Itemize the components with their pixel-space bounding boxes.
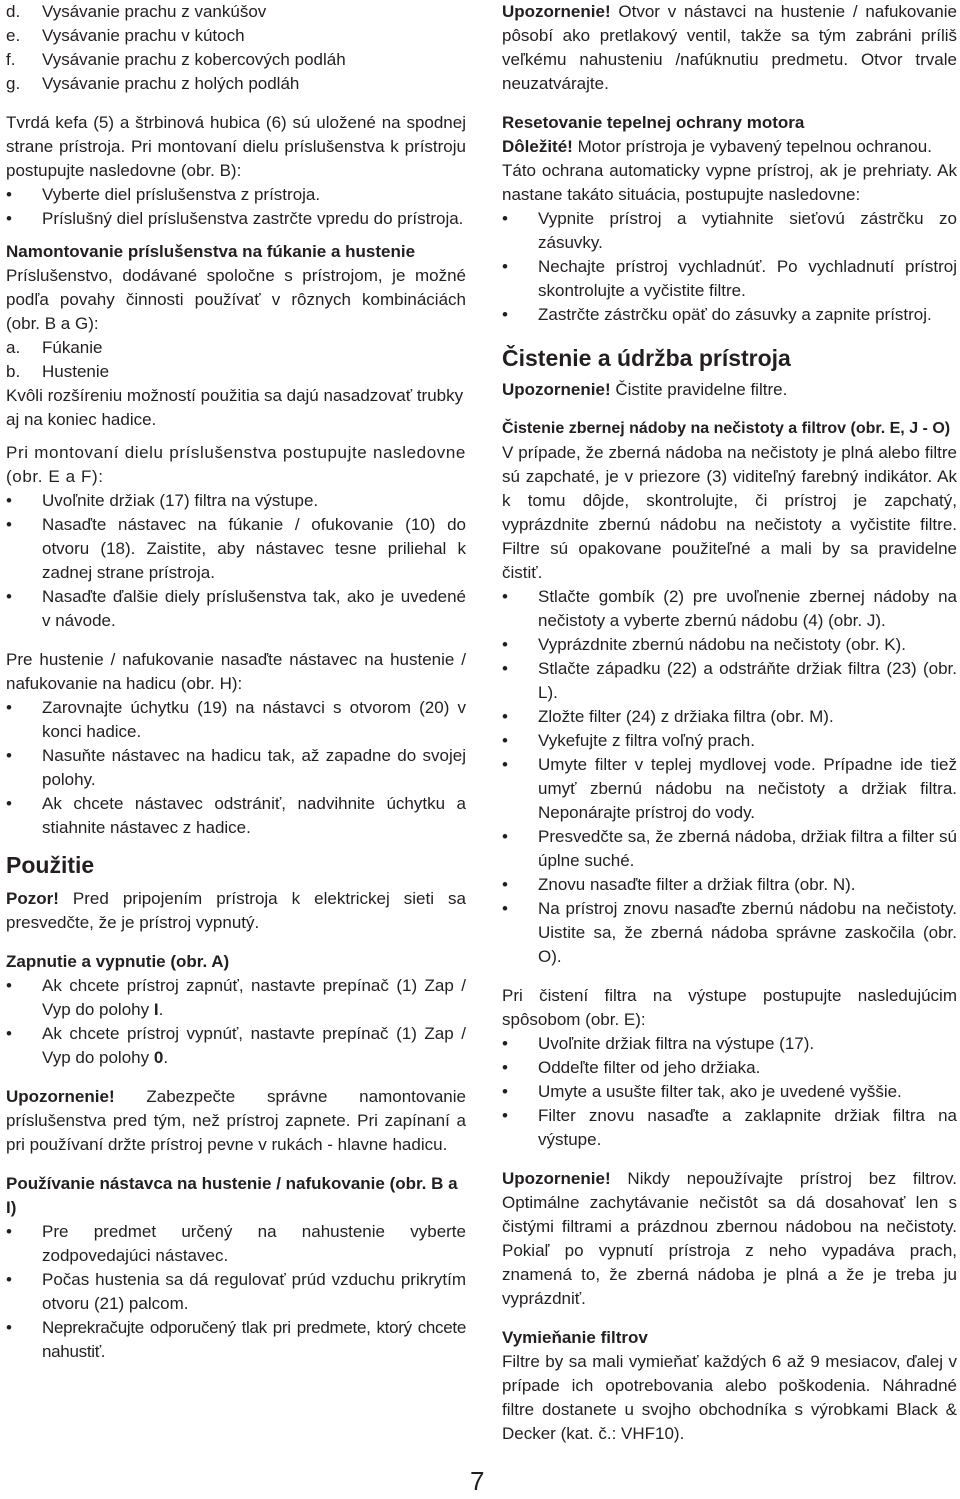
list-item: • Stlačte západku (22) a odstráňte držiak filtra (23) (obr. L).	[502, 657, 957, 705]
list-item	[6, 72, 466, 96]
caution-text: Otvor v nástavci na hustenie / nafukovanie pôsobí ako pretlakový ventil, takže sa tým zabráni príliš veľkému nahusteniu /nafúknutiu predmetu. Otvor trvale neuzatvárajte.	[502, 2, 957, 93]
list-item: • Zarovnajte úchytku (19) na nástavci s otvorom (20) v konci hadice.	[6, 696, 466, 744]
list-item: • Na prístroj znovu nasaďte zbernú nádobu na nečistoty. Uistite sa, že zberná nádoba správne zaskočila (obr. O).	[502, 897, 957, 969]
list-item: • Neprekračujte odporučený tlak pri predmete, ktorý chcete nahustiť.	[6, 1316, 466, 1364]
warning-paragraph	[6, 887, 466, 935]
list-item: • Vyprázdnite zbernú nádobu na nečistoty (obr. K).	[502, 633, 957, 657]
container-steps-list	[502, 585, 957, 969]
section-heading-cleaning: Čistenie a údržba prístroja	[502, 345, 791, 371]
list-item-label: b.	[6, 362, 21, 381]
list-item: • Príslušný diel príslušenstva zastrčte vpredu do prístroja.	[6, 207, 466, 231]
list-item-text: Vysávanie prachu v kútoch	[42, 26, 245, 45]
list-item: • Počas hustenia sa dá regulovať prúd vzduchu prikrytím otvoru (21) palcom.	[6, 1268, 466, 1316]
important-label: Dôležité!	[502, 137, 573, 156]
list-item-text: Vysávanie prachu z vankúšov	[42, 2, 267, 21]
list-item-text: Vysávanie prachu z kobercových podláh	[42, 50, 346, 69]
caution-text: Nikdy nepoužívajte prístroj bez filtrov. Optimálne zachytávanie nečistôt sa dá dosahovať len s čistými filtrami a prázdnou zbernou nádobou na nečistoty. Pokiaľ po vypnutí prístroja z neho vypadáva prach, znamená to, že zberná nádoba je plná a že je treba ju vyprázdniť.	[502, 1169, 957, 1308]
exhaust-filter-paragraph: Pri čistení filtra na výstupe postupujte nasledujúcim spôsobom (obr. E):	[502, 986, 957, 1029]
list-item-end: .	[163, 1048, 169, 1067]
switch-position: I	[153, 1000, 159, 1019]
switch-position: 0	[153, 1048, 164, 1067]
section-heading-inflator: Používanie nástavca na hustenie / nafukovanie (obr. B a I)	[6, 1174, 458, 1217]
container-paragraph: V prípade, že zberná nádoba na nečistoty je plná alebo filtre sú zapchaté, je v priezore (3) viditeľný farebný indikátor. Ak k tomu dôjde, skontrolujte, či prístroj je zapchatý, vyprázdnite zbernú nádobu na nečistoty a vyčistite filtre. Filtre sú opakovane použiteľné a mali by sa pravidelne čistiť.	[502, 443, 957, 582]
list-item: • Vykefujte z filtra voľný prach.	[502, 729, 957, 753]
list-item	[6, 360, 466, 384]
caution-label: Upozornenie!	[6, 1087, 115, 1106]
inflator-steps-list	[6, 1220, 466, 1364]
list-item-text: Ak chcete prístroj zapnúť, nastavte prepínač (1) Zap / Vyp do polohy	[42, 976, 466, 1019]
list-item-label: f.	[6, 50, 16, 69]
list-item	[6, 1022, 466, 1070]
list-item: • Presvedčte sa, že zberná nádoba, držiak filtra a filter sú úplne suché.	[502, 825, 957, 873]
list-item: • Znovu nasaďte filter a držiak filtra (obr. N).	[502, 873, 957, 897]
power-steps-list	[6, 974, 466, 1070]
filter-warning-paragraph	[502, 378, 957, 402]
important-paragraph	[502, 135, 957, 159]
mounting-steps-list	[6, 489, 466, 633]
mode-ab-list	[6, 336, 466, 384]
left-column	[6, 0, 466, 1364]
list-item	[6, 974, 466, 1022]
no-filter-warning-paragraph	[502, 1167, 957, 1311]
right-column	[502, 0, 957, 1446]
list-item-end: .	[158, 1000, 164, 1019]
list-item: • Stlačte gombík (2) pre uvoľnenie zbernej nádoby na nečistoty a vyberte zbernú nádobu (4) (obr. J).	[502, 585, 957, 633]
replacement-paragraph: Filtre by sa mali vymieňať každých 6 až 9 mesiacov, ďalej v prípade ich opotrebovania alebo poškodenia. Náhradné filtre dostanete u svojho obchodníka s výrobkami Black & Decker (kat. č.: VHF10).	[502, 1352, 957, 1443]
section-heading-usage: Použitie	[6, 852, 95, 878]
tube-extension-paragraph: Kvôli rozšíreniu možností použitia sa dajú nasadzovať trubky aj na koniec hadice.	[6, 386, 464, 429]
list-item: • Pre predmet určený na nahustenie vyberte zodpovedajúci nástavec.	[6, 1220, 466, 1268]
caution-label: Upozornenie!	[502, 1169, 611, 1188]
page-number: 7	[470, 1466, 485, 1496]
list-item: • Umyte filter v teplej mydlovej vode. Prípadne ide tiež umyť zbernú nádobu na nečistoty a držiak filtra. Neponárajte prístroj do vody.	[502, 753, 957, 825]
list-item-label: d.	[6, 2, 21, 21]
list-item: • Umyte a usušte filter tak, ako je uvedené vyššie.	[502, 1080, 957, 1104]
warning-label: Pozor!	[6, 889, 59, 908]
exhaust-filter-steps-list	[502, 1032, 957, 1152]
section-heading-thermal: Resetovanie tepelnej ochrany motora	[502, 113, 805, 132]
section-heading-replacement: Vymieňanie filtrov	[502, 1328, 648, 1347]
accessory-steps-list	[6, 183, 466, 231]
accessory-storage-paragraph: Tvrdá kefa (5) a štrbinová hubica (6) sú uložené na spodnej strane prístroja. Pri montovaní dielu príslušenstva k prístroju postupujte nasledovne (obr. B):	[6, 113, 466, 180]
overpressure-paragraph	[502, 0, 957, 96]
list-item: • Vyberte diel príslušenstva z prístroja.	[6, 183, 466, 207]
list-item-label: g.	[6, 74, 21, 93]
inflation-paragraph: Pre hustenie / nafukovanie nasaďte nástavec na hustenie / nafukovanie na hadicu (obr. H):	[6, 650, 466, 693]
list-item	[6, 336, 466, 360]
list-item: • Zastrčte zástrčku opäť do zásuvky a zapnite prístroj.	[502, 303, 957, 327]
inflation-steps-list	[6, 696, 466, 840]
caution-paragraph	[6, 1085, 466, 1157]
list-item: • Nasaďte ďalšie diely príslušenstva tak, ako je uvedené v návode.	[6, 585, 466, 633]
cleaning-modes-list	[6, 0, 466, 96]
list-item-text: Ak chcete prístroj vypnúť, nastavte prepínač (1) Zap / Vyp do polohy	[42, 1024, 466, 1067]
list-item: • Nechajte prístroj vychladnúť. Po vychladnutí prístroj skontrolujte a vyčistite filtre.	[502, 255, 957, 303]
list-item-label: a.	[6, 338, 21, 357]
list-item: • Uvoľnite držiak (17) filtra na výstupe.	[6, 489, 466, 513]
thermal-steps-list	[502, 207, 957, 327]
list-item	[6, 24, 466, 48]
list-item-text: Vysávanie prachu z holých podláh	[42, 74, 300, 93]
section-heading-blowing: Namontovanie príslušenstva na fúkanie a hustenie	[6, 242, 416, 261]
list-item	[6, 48, 466, 72]
accessory-combo-paragraph: Príslušenstvo, dodávané spoločne s prístrojom, je možné podľa povahy činnosti používať v rôznych kombináciách (obr. B a G):	[6, 266, 466, 333]
list-item: • Oddeľte filter od jeho držiaka.	[502, 1056, 957, 1080]
list-item-text: Fúkanie	[42, 338, 103, 357]
section-heading-power: Zapnutie a vypnutie (obr. A)	[6, 952, 230, 971]
caution-label: Upozornenie!	[502, 2, 611, 21]
section-heading-container: Čistenie zbernej nádoby na nečistoty a filtrov (obr. E, J - O)	[502, 420, 951, 437]
warning-text: Pred pripojením prístroja k elektrickej sieti sa presvedčte, že je prístroj vypnutý.	[6, 889, 466, 932]
list-item: • Ak chcete nástavec odstrániť, nadvihnite úchytku a stiahnite nástavec z hadice.	[6, 792, 466, 840]
list-item-label: e.	[6, 26, 21, 45]
list-item: • Nasaďte nástavec na fúkanie / ofukovanie (10) do otvoru (18). Zaistite, aby nástavec tesne priliehal k zadnej strane prístroja.	[6, 513, 466, 585]
caution-text: Zabezpečte správne namontovanie príslušenstva pred tým, než prístroj zapnete. Pri zapínaní a pri používaní držte prístroj pevne v rukách - hlavne hadicu.	[6, 1087, 466, 1154]
list-item: • Zložte filter (24) z držiaka filtra (obr. M).	[502, 705, 957, 729]
important-text: Motor prístroja je vybavený tepelnou ochranou.	[572, 137, 932, 156]
list-item: • Uvoľnite držiak filtra na výstupe (17).	[502, 1032, 957, 1056]
list-item	[6, 0, 466, 24]
mounting-paragraph: Pri montovaní dielu príslušenstva postupujte nasledovne (obr. E a F):	[6, 443, 466, 486]
list-item-text: Hustenie	[42, 362, 110, 381]
thermal-paragraph: Táto ochrana automaticky vypne prístroj, ak je prehriaty. Ak nastane takáto situácia, postupujte nasledovne:	[502, 161, 957, 204]
caution-label: Upozornenie!	[502, 380, 611, 399]
caution-text: Čistite pravidelne filtre.	[610, 380, 788, 399]
list-item: • Nasuňte nástavec na hadicu tak, až zapadne do svojej polohy.	[6, 744, 466, 792]
list-item: • Vypnite prístroj a vytiahnite sieťovú zástrčku zo zásuvky.	[502, 207, 957, 255]
list-item: • Filter znovu nasaďte a zaklapnite držiak filtra na výstupe.	[502, 1104, 957, 1152]
